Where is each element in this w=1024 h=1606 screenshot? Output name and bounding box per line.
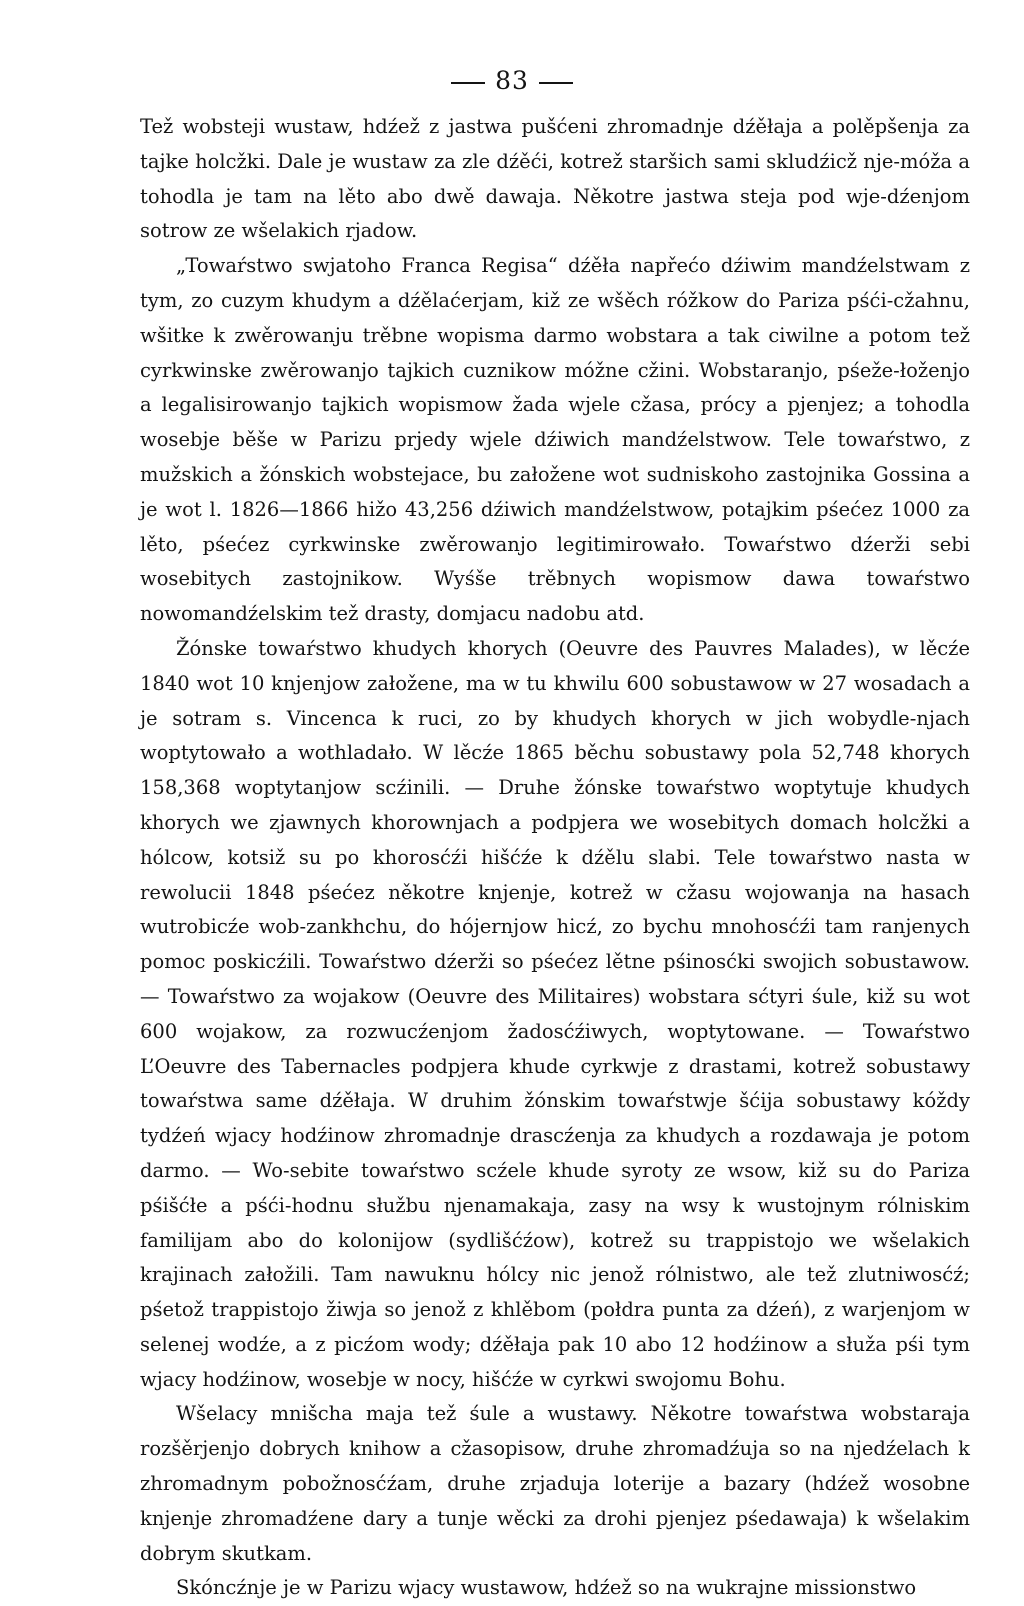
page-number: 83 [495,66,529,95]
paragraph-3: Žónske towaŕstwo khudych khorych (Oeuvre des Pauvres Malades), w lěcźe 1840 wot 10 knjenjow załožene, ma w tu khwilu 600 sobustawow w 27 wosadach a je sotram s. Vincenca k ruci, zo by khudych khorych w jich wobydle-njach woptytowało a wothladało. W lěcźe 1865 běchu sobustawy pola 52,748 khorych 158,368 woptytanjow scźinili. — Druhe žónske towaŕstwo woptytuje khudych khorych we zjawnych khorownjach a podpjera we wosebitych domach holcžki a hólcow, kotsiž su po khorosćźi hišćźe k dźělu slabi. Tele towaŕstwo nasta w rewolucii 1848 pśećez někotre knjenje, kotrež w cžasu wojowanja na hasach wutrobicźe wob-zankhchu, do hójernjow hicź, zo bychu mnohosćźi tam ranjenych pomoc poskicźili. Towaŕstwo dźerži so pśećez lětne pśinosćki swojich sobustawow. — Towaŕstwo za wojakow (Oeuvre des Militaires) wobstara sćtyri śule, kiž su wot 600 wojakow, za rozwucźenjom žadosćźiwych, woptytowane. — Towaŕstwo L’Oeuvre des Tabernacles podpjera khude cyrkwje z drastami, kotrež sobustawy towaŕstwa same dźěłaja. W druhim žónskim towaŕstwje šćija sobustawy kóždy tydźeń wjacy hodźinow zhromadnje drascźenja za khudych a rozdawaja je potom darmo. — Wo-sebite towaŕstwo scźele khude syroty ze wsow, kiž su do Pariza pśišćłe a pśći-hodnu słužbu njenamakaja, zasy na wsy k wustojnym rólniskim familijam abo do kolonijow (sydlišćźow), kotrež su trappistojo we wšelakich krajinach załožili. Tam nawuknu hólcy nic jenož rólnistwo, ale tež zlutniwosćź; pśetož trappistojo žiwja so jenož z khlěbom (połdra punta za dźeń), z warjenjom w selenej wodźe, a z picźom wody; dźěłaja pak 10 abo 12 hodźinow a słuža pśi tym wjacy hodźinow, wosebje w nocy, hišćźe w cyrkwi swojomu Bohu. [140,636,970,1391]
body-text [140,110,970,1606]
page-header [0,66,1024,95]
paragraph-2: „Towaŕstwo swjatoho Franca Regisa“ dźěła napřećo dźiwim mandźelstwam z tym, zo cuzym khudym a dźělaćerjam, kiž ze wšěch róžkow do Pariza pśći-cžahnu, wšitke k zwěrowanju trěbne wopisma darmo wobstara a tak ciwilne a potom tež cyrkwinske zwěrowanjo tajkich cuznikow móžne cžini. Wobstaranjo, pśeže-łoženjo a legalisirowanjo tajkich wopismow žada wjele cžasa, prócy a pjenjez; a tohodla wosebje běše w Parizu prjedy wjele dźiwich mandźelstwow. Tele towaŕstwo, z mužskich a žónskich wobstejace, bu załožene wot sudniskoho zastojnika Gossina a je wot l. 1826—1866 hižo 43,256 dźiwich mandźelstwow, potajkim pśećez 1000 za lěto, pśećez cyrkwinske zwěrowanjo legitimirowało. Towaŕstwo dźerži sebi wosebitych zastojnikow. Wyśše trěbnych wopismow dawa towaŕstwo nowomandźelskim tež drasty, domjacu nadobu atd. [140,254,970,626]
left-dash [451,82,485,84]
paragraph-4: Wšelacy mnišcha maja tež śule a wustawy. Někotre towaŕstwa wobstaraja rozšěrjenjo dobrych knihow a cžasopisow, druhe zhromadźuja so na njedźelach k zhromadnym pobožnosćźam, druhe zrjaduja loterije a bazary (hdźež wosobne knjenje zhromadźene dary a tunje wěcki za drohi pjenjez pśedawaja) k wšelakim dobrym skutkam. [140,1402,970,1565]
right-dash [539,82,573,84]
paragraph-5: Skóncźnje je w Parizu wjacy wustawow, hdźež so na wukrajne missionstwo [176,1576,917,1600]
paragraph-1: Tež wobsteji wustaw, hdźež z jastwa pušćeni zhromadnje dźěłaja a polěpšenja za tajke holcžki. Dale je wustaw za zle dźěći, kotrež staršich sami skludźicž nje-móža a tohodla je tam na lěto abo dwě dawaja. Někotre jastwa steja pod wje-dźenjom sotrow ze wšelakich rjadow. [140,115,970,243]
